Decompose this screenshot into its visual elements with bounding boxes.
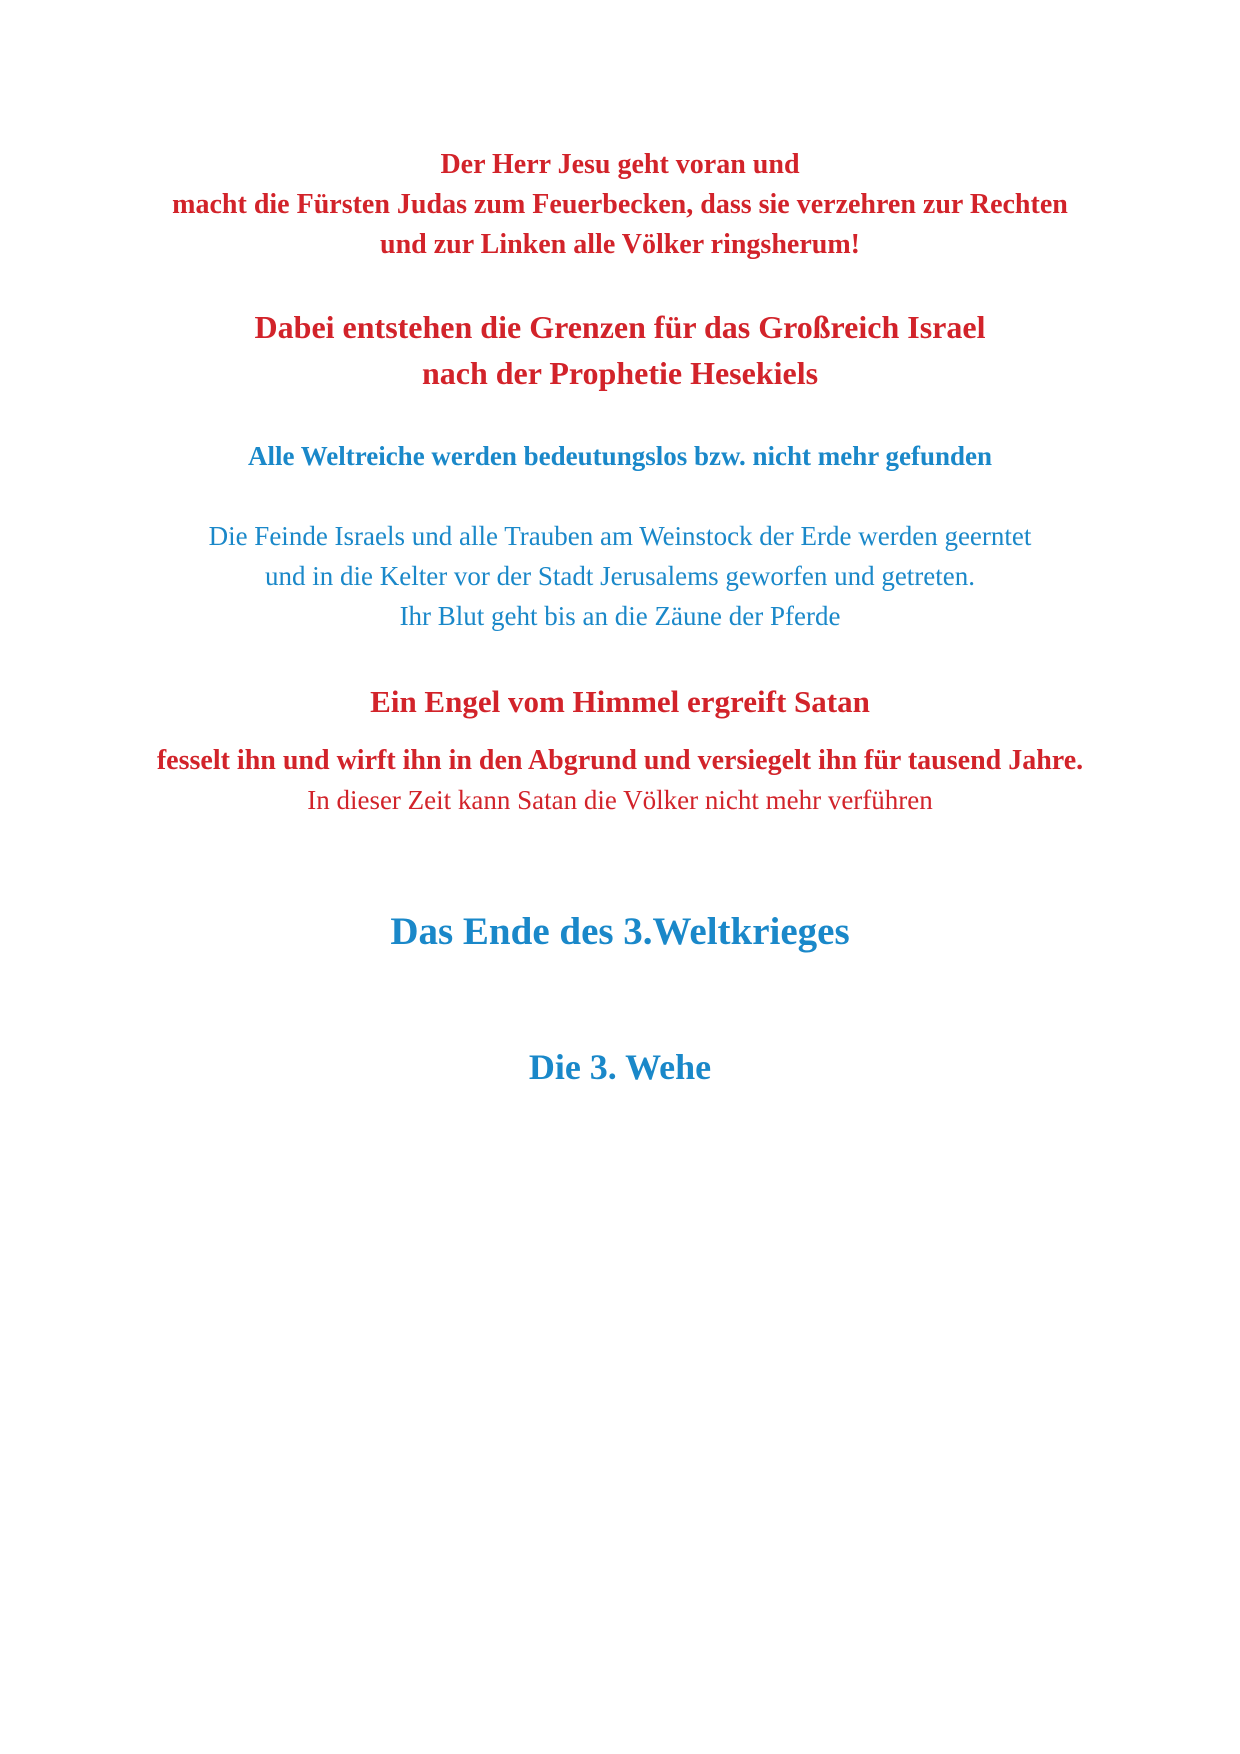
harvest-line-1: Die Feinde Israels und alle Trauben am Weinstock der Erde werden geerntet	[208, 521, 1032, 551]
angel-heading: Ein Engel vom Himmel ergreift Satan	[370, 684, 870, 719]
borders-line-2: nach der Prophetie Hesekiels	[421, 355, 819, 391]
woe-heading: Die 3. Wehe	[528, 1047, 712, 1087]
harvest-line-3: Ihr Blut geht bis an die Zäune der Pferde	[399, 601, 841, 631]
intro-line-1: Der Herr Jesu geht voran und	[440, 149, 800, 180]
angel-regular-line: In dieser Zeit kann Satan die Völker nicht mehr verführen	[307, 785, 933, 815]
intro-line-3: und zur Linken alle Völker ringsherum!	[380, 229, 860, 260]
borders-line-1: Dabei entstehen die Grenzen für das Großreich Israel	[254, 309, 986, 345]
end-war-heading: Das Ende des 3.Weltkrieges	[390, 910, 850, 953]
angel-bold-line: fesselt ihn und wirft ihn in den Abgrund und versiegelt ihn für tausend Jahre.	[156, 745, 1084, 776]
empires-line: Alle Weltreiche werden bedeutungslos bzw. nicht mehr gefunden	[247, 441, 993, 471]
intro-line-2: macht die Fürsten Judas zum Feuerbecken, dass sie verzehren zur Rechten	[172, 189, 1068, 220]
harvest-line-2: und in die Kelter vor der Stadt Jerusalems geworfen und getreten.	[264, 561, 976, 591]
